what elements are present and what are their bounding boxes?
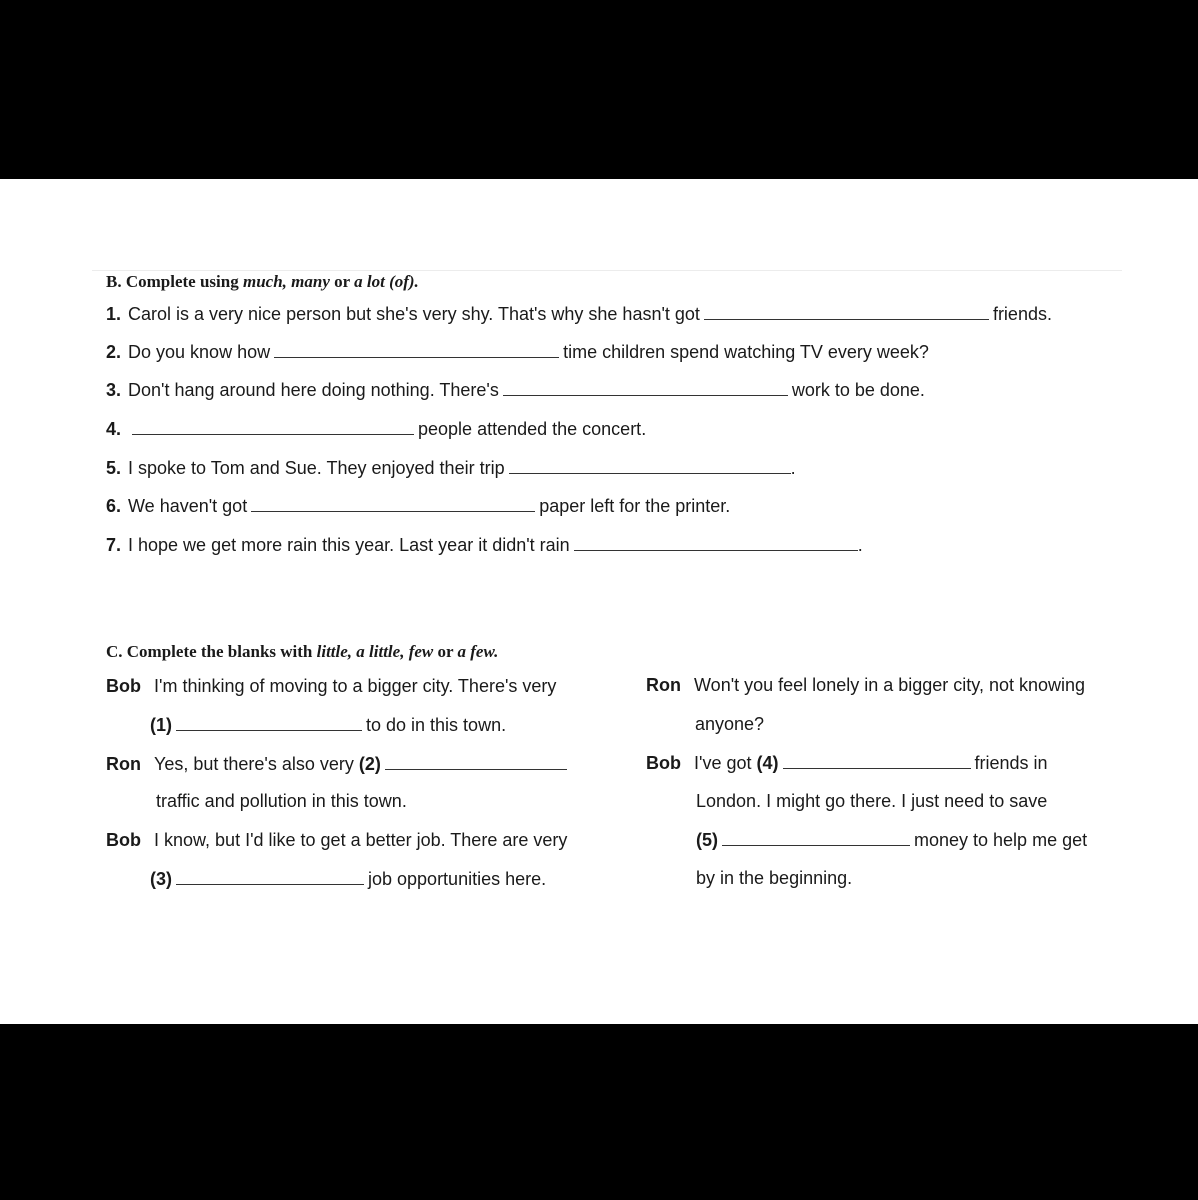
item-text: I spoke to Tom and Sue. They enjoyed their trip <box>128 458 505 478</box>
heading-italic: a few. <box>457 642 499 661</box>
dialogue-text: I know, but I'd like to get a better job. There are very <box>154 830 568 850</box>
item-text: Do you know how <box>128 342 271 362</box>
item-text: I hope we get more rain this year. Last year it didn't rain <box>128 535 570 555</box>
dialogue-line-continuation <box>156 790 407 812</box>
dialogue-text: money to help me get <box>914 830 1088 850</box>
answer-blank-c4[interactable] <box>783 751 971 769</box>
item-number: 1. <box>106 304 122 324</box>
heading-italic: little, a little, few <box>316 642 434 661</box>
speaker-name: Bob <box>106 830 141 850</box>
dialogue-text: Yes, but there's also very <box>154 754 354 774</box>
exercise-item-4 <box>106 417 646 440</box>
dialogue-text: I'm thinking of moving to a bigger city. There's very <box>154 676 557 696</box>
dialogue-line-ron-2 <box>646 674 1085 696</box>
item-number: 5. <box>106 458 122 478</box>
item-text: Carol is a very nice person but she's very shy. That's why she hasn't got <box>128 304 700 324</box>
heading-text: C. Complete the blanks with <box>106 642 317 661</box>
speaker-name: Bob <box>646 753 681 773</box>
blank-marker: (3) <box>150 869 172 889</box>
dialogue-text: I've got <box>694 753 752 773</box>
dialogue-text: by in the beginning. <box>696 868 853 888</box>
answer-blank-3[interactable] <box>503 378 788 396</box>
speaker-name: Bob <box>106 676 141 696</box>
answer-blank-c3[interactable] <box>176 867 364 885</box>
dialogue-line-continuation <box>695 713 764 735</box>
item-text: friends. <box>992 304 1052 324</box>
item-number: 6. <box>106 496 122 516</box>
section-c-heading <box>106 641 498 663</box>
item-text: Don't hang around here doing nothing. There's <box>128 380 499 400</box>
item-text: people attended the concert. <box>418 419 647 439</box>
blank-marker: (1) <box>150 715 172 735</box>
heading-text: or <box>329 272 355 291</box>
exercise-item-2 <box>106 340 929 363</box>
dialogue-line-bob-2 <box>106 829 567 851</box>
dialogue-line-continuation <box>696 790 1047 812</box>
heading-text: B. Complete using <box>106 272 243 291</box>
item-number: 7. <box>106 535 122 555</box>
item-number: 4. <box>106 419 122 439</box>
blank-marker: (2) <box>358 754 381 774</box>
blank-marker: (4) <box>756 753 779 773</box>
exercise-item-6 <box>106 494 730 517</box>
dialogue-text: friends in <box>974 753 1048 773</box>
section-b-heading <box>106 271 419 293</box>
heading-text: or <box>433 642 458 661</box>
dialogue-line-bob-3 <box>646 751 1048 774</box>
item-text: time children spend watching TV every week? <box>563 342 929 362</box>
dialogue-line-bob-1 <box>106 675 556 697</box>
worksheet-page <box>0 179 1198 1024</box>
dialogue-text: Won't you feel lonely in a bigger city, not knowing <box>694 675 1086 695</box>
answer-blank-1[interactable] <box>704 302 989 320</box>
dialogue-line-ron-1 <box>106 752 571 775</box>
dialogue-line-blank-5 <box>696 828 1087 851</box>
answer-blank-4[interactable] <box>132 417 414 435</box>
item-text: . <box>790 458 796 478</box>
dialogue-line-continuation <box>696 867 852 889</box>
dialogue-line-blank-1 <box>150 713 506 736</box>
dialogue-text: job opportunities here. <box>368 869 547 889</box>
speaker-name: Ron <box>646 675 681 695</box>
speaker-name: Ron <box>106 754 141 774</box>
dialogue-text: traffic and pollution in this town. <box>156 791 407 811</box>
dialogue-line-blank-3 <box>150 867 546 890</box>
blank-marker: (5) <box>696 830 718 850</box>
dialogue-text: anyone? <box>695 714 765 734</box>
answer-blank-5[interactable] <box>509 456 791 474</box>
answer-blank-6[interactable] <box>251 494 535 512</box>
answer-blank-2[interactable] <box>274 340 559 358</box>
dialogue-text: to do in this town. <box>366 715 507 735</box>
exercise-item-7 <box>106 533 863 556</box>
exercise-item-3 <box>106 378 925 401</box>
answer-blank-c1[interactable] <box>176 713 362 731</box>
dialogue-text: London. I might go there. I just need to save <box>696 791 1048 811</box>
item-text: . <box>857 535 863 555</box>
heading-italic: a lot (of). <box>354 272 419 291</box>
item-number: 2. <box>106 342 122 362</box>
exercise-item-5 <box>106 456 796 479</box>
item-number: 3. <box>106 380 122 400</box>
item-text: paper left for the printer. <box>539 496 731 516</box>
answer-blank-c5[interactable] <box>722 828 910 846</box>
item-text: We haven't got <box>128 496 248 516</box>
item-text: work to be done. <box>791 380 925 400</box>
answer-blank-c2[interactable] <box>385 752 567 770</box>
exercise-item-1 <box>106 302 1052 325</box>
answer-blank-7[interactable] <box>574 533 858 551</box>
heading-italic: much, many <box>242 272 330 291</box>
